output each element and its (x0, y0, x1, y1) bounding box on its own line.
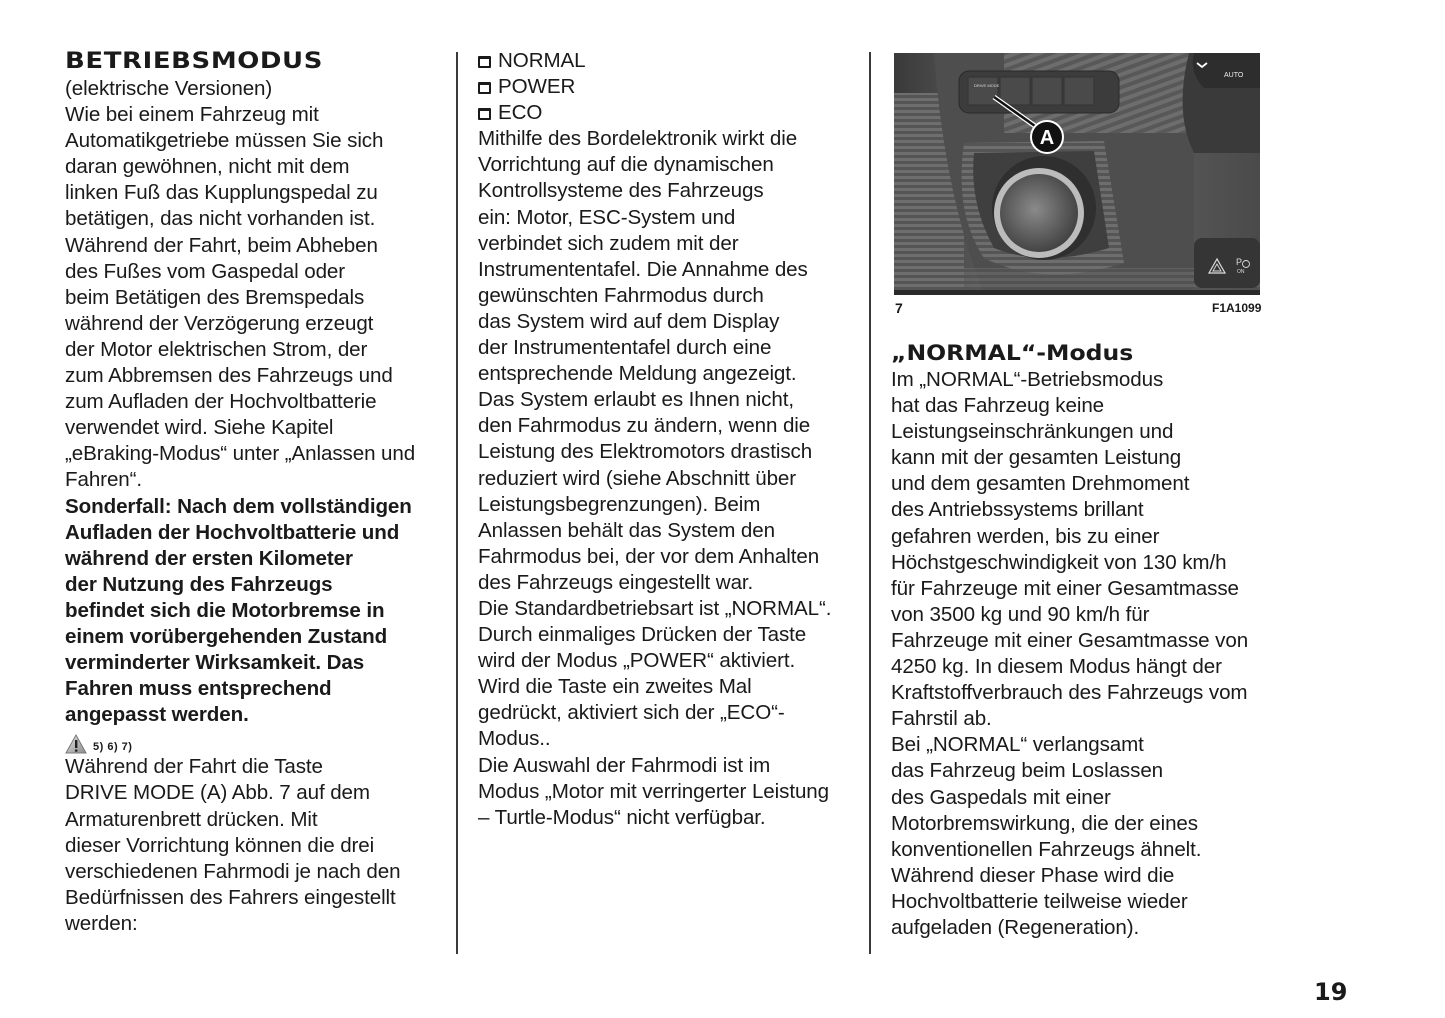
text-line: Hochvoltbatterie teilweise wieder (891, 889, 1188, 913)
text-line: Automatikgetriebe müssen Sie sich (65, 129, 384, 153)
text-line: aufgeladen (Regeneration). (891, 915, 1140, 939)
text-line: Die Auswahl der Fahrmodi ist im (478, 753, 771, 777)
text-line: Die Standardbetriebsart ist „NORMAL“. (478, 596, 832, 620)
text-line: daran gewöhnen, nicht mit dem (65, 155, 350, 179)
park-assist-label: P (1236, 257, 1243, 267)
text-line: Kraftstoffverbrauch des Fahrzeugs vom (891, 681, 1248, 705)
text-line: angepasst werden. (65, 703, 249, 727)
column-3 (891, 339, 1271, 941)
text-line: Fahrzeuge mit einer Gesamtmasse von (891, 628, 1249, 652)
special-case-warning-paragraph (65, 494, 445, 729)
text-line: Anlassen behält das System den (478, 518, 775, 542)
page-number: 19 (1314, 978, 1348, 1006)
text-line: der Instrumententafel durch eine (478, 336, 772, 360)
text-line: – Turtle-Modus“ nicht verfügbar. (478, 805, 766, 829)
text-line: das System wird auf dem Display (478, 309, 780, 333)
warning-triangle-icon (65, 734, 87, 754)
text-line: Motorbremswirkung, die der eines (891, 811, 1198, 835)
text-line: Modus.. (478, 727, 551, 751)
section-heading: BETRIEBSMODUS (65, 49, 323, 74)
figure-code: F1A1099 (1212, 301, 1262, 315)
text-line: verminderter Wirksamkeit. Das (65, 651, 365, 675)
text-line: für Fahrzeuge mit einer Gesamtmasse (891, 576, 1239, 600)
text-line: hat das Fahrzeug keine (891, 394, 1105, 418)
text-line: Bedürfnissen des Fahrers eingestellt (65, 885, 396, 909)
text-line: während der ersten Kilometer (65, 546, 353, 570)
text-line: Kontrollsysteme des Fahrzeugs (478, 179, 764, 203)
text-line: wird der Modus „POWER“ aktiviert. (478, 649, 796, 673)
intro-paragraph (65, 102, 445, 493)
dashboard-illustration (894, 53, 1260, 295)
text-line: Höchstgeschwindigkeit von 130 km/h (891, 550, 1227, 574)
mode-label: POWER (498, 75, 576, 99)
text-line: gefahren werden, bis zu einer (891, 524, 1160, 548)
text-line: Instrumententafel. Die Annahme des (478, 257, 808, 281)
text-line: Leistung des Elektromotors drastisch (478, 440, 813, 464)
text-line: Armaturenbrett drücken. Mit (65, 807, 318, 831)
text-line: den Fahrmodus zu ändern, wenn die (478, 414, 811, 438)
callout-a-label: A (1039, 127, 1055, 149)
mode-item-power (478, 74, 858, 100)
text-line: befindet sich die Motorbremse in (65, 598, 385, 622)
text-line: von 3500 kg und 90 km/h für (891, 602, 1150, 626)
text-line: einem vorübergehenden Zustand (65, 624, 388, 648)
square-bullet-icon (478, 108, 491, 120)
text-line: Leistungsbegrenzungen). Beim (478, 492, 761, 516)
text-line: des Gaspedals mit einer (891, 785, 1111, 809)
column-1 (65, 48, 445, 937)
text-line: konventionellen Fahrzeugs ähnelt. (891, 837, 1202, 861)
mode-item-eco (478, 100, 858, 126)
text-line: 4250 kg. In diesem Modus hängt der (891, 655, 1222, 679)
text-line: Vorrichtung auf die dynamischen (478, 153, 774, 177)
footnote-references[interactable]: 5) 6) 7) (93, 741, 133, 754)
text-line: ein: Motor, ESC-System und (478, 205, 736, 229)
text-line: verbindet sich zudem mit der (478, 231, 739, 255)
text-line: Aufladen der Hochvoltbatterie und (65, 520, 400, 544)
square-bullet-icon (478, 56, 491, 68)
text-line: verschiedenen Fahrmodi je nach den (65, 859, 401, 883)
auto-button-label: AUTO (1224, 72, 1244, 79)
text-line: Wird die Taste ein zweites Mal (478, 675, 752, 699)
text-line: betätigen, das nicht vorhanden ist. (65, 207, 376, 231)
text-line: und dem gesamten Drehmoment (891, 472, 1190, 496)
text-line: entsprechende Meldung angezeigt. (478, 362, 797, 386)
drive-mode-button-label: DRIVE MODE (974, 83, 1000, 88)
text-line: Während der Fahrt die Taste (65, 755, 323, 779)
text-line: des Fahrzeugs eingestellt war. (478, 570, 754, 594)
text-line: linken Fuß das Kupplungspedal zu (65, 181, 378, 205)
text-line: Während dieser Phase wird die (891, 863, 1175, 887)
electronics-paragraph (478, 126, 858, 596)
text-line: Im „NORMAL“-Betriebsmodus (891, 368, 1164, 391)
text-line: beim Betätigen des Bremspedals (65, 285, 365, 309)
normal-mode-paragraph (891, 367, 1271, 732)
text-line: DRIVE MODE (A) Abb. 7 auf dem (65, 781, 370, 805)
text-line: Fahren“. (65, 468, 143, 492)
on-label: ON (1237, 269, 1245, 275)
text-line: Das System erlaubt es Ihnen nicht, (478, 388, 794, 412)
text-line: des Fußes vom Gaspedal oder (65, 259, 346, 283)
default-mode-paragraph (478, 596, 858, 753)
text-line: Fahrstil ab. (891, 707, 992, 731)
text-line: kann mit der gesamten Leistung (891, 446, 1182, 470)
normal-mode-heading: „NORMAL“-Modus (891, 341, 1134, 365)
column-divider (456, 52, 458, 954)
turtle-mode-paragraph (478, 753, 858, 831)
text-line: gedrückt, aktiviert sich der „ECO“- (478, 701, 785, 725)
text-line: Bei „NORMAL“ verlangsamt (891, 733, 1144, 757)
text-line: der Nutzung des Fahrzeugs (65, 572, 333, 596)
text-line: reduziert wird (siehe Abschnitt über (478, 466, 797, 490)
text-line: Mithilfe des Bordelektronik wirkt die (478, 127, 798, 151)
text-line: Sonderfall: Nach dem vollständigen (65, 494, 412, 518)
text-line: dieser Vorrichtung können die drei (65, 833, 375, 857)
text-line: werden: (65, 911, 138, 935)
column-2 (478, 48, 858, 831)
text-line: „eBraking-Modus“ unter „Anlassen und (65, 442, 416, 466)
drive-mode-paragraph (65, 754, 445, 937)
text-line: Modus „Motor mit verringerter Leistung (478, 779, 830, 803)
mode-label: NORMAL (498, 49, 586, 72)
mode-list (478, 48, 858, 126)
text-line: Wie bei einem Fahrzeug mit (65, 103, 319, 127)
text-line: des Antriebssystems brillant (891, 498, 1144, 522)
text-line: Während der Fahrt, beim Abheben (65, 233, 378, 257)
warning-references (65, 728, 445, 754)
text-line: verwendet wird. Siehe Kapitel (65, 416, 334, 440)
text-line: zum Abbremsen des Fahrzeugs und (65, 364, 393, 388)
mode-label: ECO (498, 101, 543, 125)
figure-number: 7 (895, 300, 903, 316)
text-line: Fahren muss entsprechend (65, 677, 332, 701)
text-line: der Motor elektrischen Strom, der (65, 337, 368, 361)
text-line: das Fahrzeug beim Loslassen (891, 759, 1164, 783)
text-line: Durch einmaliges Drücken der Taste (478, 623, 807, 647)
regeneration-paragraph (891, 732, 1271, 941)
drive-mode-figure (894, 53, 1260, 295)
text-line: gewünschten Fahrmodus durch (478, 283, 764, 307)
column-divider (869, 52, 871, 954)
text-line: zum Aufladen der Hochvoltbatterie (65, 390, 377, 414)
square-bullet-icon (478, 82, 491, 94)
text-line: Fahrmodus bei, der vor dem Anhalten (478, 544, 820, 568)
text-line: während der Verzögerung erzeugt (65, 311, 374, 335)
mode-item-normal (478, 48, 858, 74)
text-line: Leistungseinschränkungen und (891, 420, 1174, 444)
section-subheading: (elektrische Versionen) (65, 77, 273, 100)
